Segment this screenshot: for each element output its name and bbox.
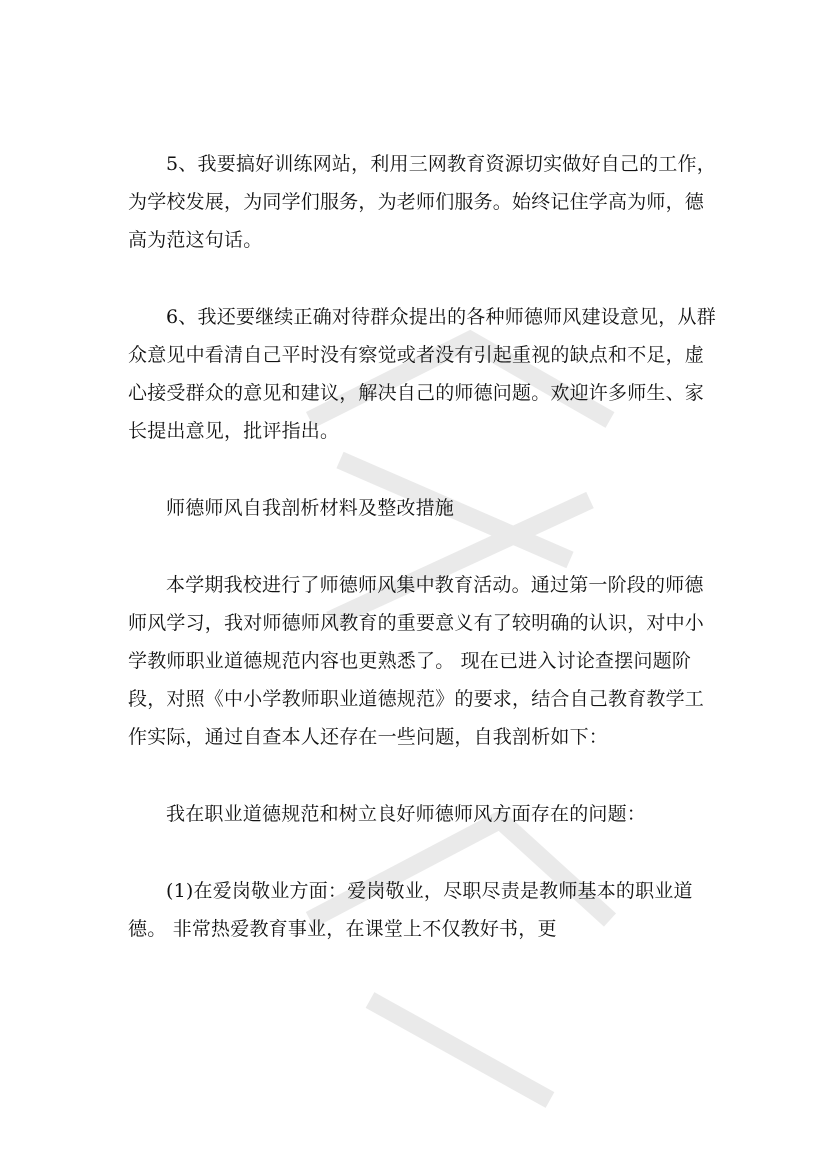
paragraph-gap (128, 756, 718, 795)
problems-intro-paragraph: 我在职业道德规范和树立良好师德师风方面存在的问题： (166, 803, 647, 825)
intro-paragraph: 本学期我校进行了师德师风集中教育活动。通过第一阶段的师德师风学习，我对师德师风教育的重要意义有了较明确的认识，对中小学教师职业道德规范内容也更熟悉了。 现在已进入讨论查摆问题阶段，对照《中小学教师职业道德规范》的要求，结合自己教育教学工作实际，通过自查本人还存在一些问题，自我剖析如下： (128, 574, 705, 748)
problem-item-1: (1)在爱岗敬业方面：爱岗敬业，尽职尽责是教师基本的职业道德。 非常热爱教育事业，在课堂上不仅教好书，更 (128, 880, 693, 940)
paragraph-gap (128, 833, 718, 872)
paragraph-item-6: 6、我还要继续正确对待群众提出的各种师德师风建设意见，从群众意见中看清自己平时没有察觉或者没有引起重视的缺点和不足，虚心接受群众的意见和建议，解决自己的师德问题。欢迎许多师生、家长提出意见，批评指出。 (128, 306, 716, 442)
section-title: 师德师风自我剖析材料及整改措施 (166, 497, 455, 519)
paragraph-gap (128, 527, 718, 566)
paragraph-gap (128, 450, 718, 489)
paragraph-item-5: 5、我要搞好训练网站，利用三网教育资源切实做好自己的工作，为学校发展，为同学们服务，为老师们服务。始终记住学高为师，德高为范这句话。 (128, 153, 716, 251)
paragraph-gap (128, 259, 718, 298)
document-content (128, 145, 718, 948)
